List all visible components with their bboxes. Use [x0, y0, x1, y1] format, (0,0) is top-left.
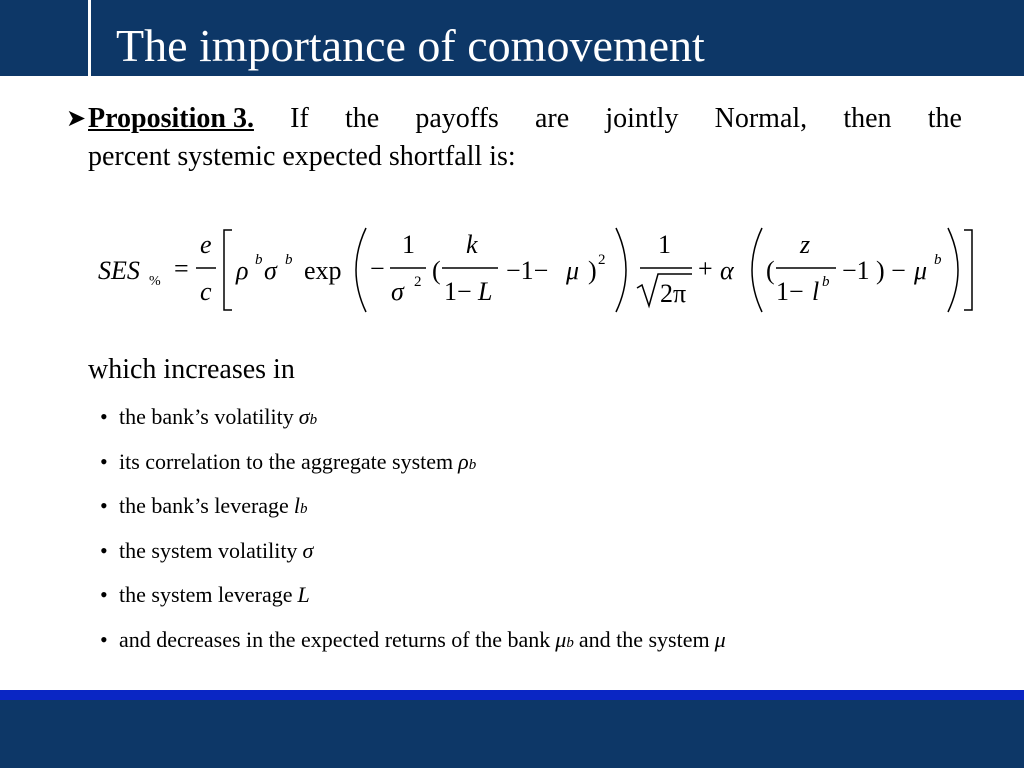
- bullet-dot-icon: •: [100, 404, 108, 429]
- bullet-text-continued: and the system: [578, 626, 710, 652]
- formula-rho: ρ: [236, 256, 249, 285]
- formula-exp: exp: [304, 256, 342, 285]
- bullet-symbol: L: [297, 582, 310, 607]
- title-divider: [88, 0, 91, 76]
- formula-minus-one: −1: [842, 256, 870, 285]
- bullet-text: and decreases in the expected returns of the bank: [119, 626, 551, 652]
- ses-formula-svg: [92, 224, 982, 316]
- formula-z: z: [800, 230, 811, 259]
- proposition-line-2: percent systemic expected shortfall is:: [88, 141, 516, 172]
- formula-alpha: α: [720, 256, 734, 285]
- bullet-dot-icon: •: [100, 626, 108, 652]
- list-item: • the bank’s volatility σ b: [100, 400, 726, 445]
- formula-sigma-denominator: σ: [391, 277, 404, 306]
- bullet-text: the bank’s leverage: [119, 493, 289, 518]
- formula-rho-sup: b: [255, 252, 263, 268]
- footer-bar: [0, 700, 1024, 768]
- formula-close-paren: ): [588, 256, 597, 285]
- formula-sigma-sq: 2: [414, 274, 422, 290]
- bullet-list: [100, 400, 726, 667]
- proposition-word: the: [927, 103, 962, 134]
- proposition-word: then: [843, 103, 892, 134]
- bullet-dot-icon: •: [100, 448, 108, 474]
- bullet-dot-icon: •: [100, 582, 108, 607]
- bullet-dot-icon: •: [100, 537, 108, 563]
- proposition-heading: Proposition 3.: [88, 103, 254, 134]
- formula-open-paren-b: (: [766, 256, 775, 285]
- formula-L: L: [478, 277, 493, 306]
- formula-mu: μ: [566, 256, 580, 285]
- formula-square: 2: [598, 252, 606, 268]
- formula-two-pi: 2π: [660, 279, 687, 308]
- arrow-bullet-icon: ➤: [66, 106, 87, 132]
- formula-one-minus: 1−: [444, 277, 472, 306]
- bullet-text: the system leverage: [119, 582, 293, 607]
- formula-sigma-sup: b: [285, 252, 293, 268]
- ses-formula: [92, 224, 982, 316]
- bullet-symbol: l: [293, 493, 300, 518]
- formula-k: k: [466, 230, 478, 259]
- bullet-symbol: σ: [298, 404, 310, 429]
- proposition-word: the: [344, 103, 380, 134]
- formula-l-sup: b: [822, 274, 830, 290]
- formula-plus: +: [698, 254, 713, 283]
- formula-mu-b: μ: [914, 256, 928, 285]
- proposition-word: If: [290, 103, 309, 134]
- formula-one-b: 1: [658, 230, 671, 259]
- formula-sigma: σ: [264, 256, 277, 285]
- increases-text: which increases in: [88, 354, 295, 385]
- proposition-word: are: [534, 103, 570, 134]
- formula-ses: SES: [98, 256, 140, 285]
- list-item: [100, 534, 726, 579]
- bullet-text: the bank’s volatility: [119, 404, 294, 429]
- list-item: [100, 578, 726, 623]
- proposition-word: payoffs: [415, 103, 499, 134]
- list-item: • and decreases in the expected returns of the bank μ b and the system μ: [100, 623, 726, 668]
- list-item: • its correlation to the aggregate system ρ b: [100, 445, 726, 490]
- formula-l: l: [812, 277, 820, 306]
- formula-equals: =: [174, 254, 189, 283]
- proposition-line-1: [88, 100, 962, 138]
- bullet-dot-icon: •: [100, 493, 108, 518]
- formula-mu-sup: b: [934, 252, 942, 268]
- formula-open-paren: (: [432, 256, 441, 285]
- formula-minus: −: [370, 254, 385, 283]
- bullet-symbol: μ: [555, 626, 567, 652]
- bullet-symbol-2: μ: [714, 626, 726, 652]
- bullet-symbol: ρ: [458, 448, 469, 474]
- bullet-text: the system volatility: [119, 537, 298, 563]
- formula-c: c: [200, 277, 212, 306]
- slide-title: The importance of comovement: [116, 20, 705, 71]
- formula-one-minus-b: 1−: [776, 277, 804, 306]
- proposition-word: jointly: [605, 103, 679, 134]
- formula-ses-subscript: %: [149, 274, 161, 289]
- formula-close-minus: ) −: [876, 256, 906, 285]
- bullet-text: its correlation to the aggregate system: [119, 448, 454, 474]
- list-item: • the bank’s leverage l b: [100, 489, 726, 534]
- formula-e: e: [200, 230, 212, 259]
- formula-one: 1: [402, 230, 415, 259]
- formula-minus-one-minus: −1−: [506, 256, 549, 285]
- proposition-word: Normal,: [714, 103, 808, 134]
- bullet-symbol: σ: [302, 537, 314, 563]
- footer-stripe: [0, 690, 1024, 700]
